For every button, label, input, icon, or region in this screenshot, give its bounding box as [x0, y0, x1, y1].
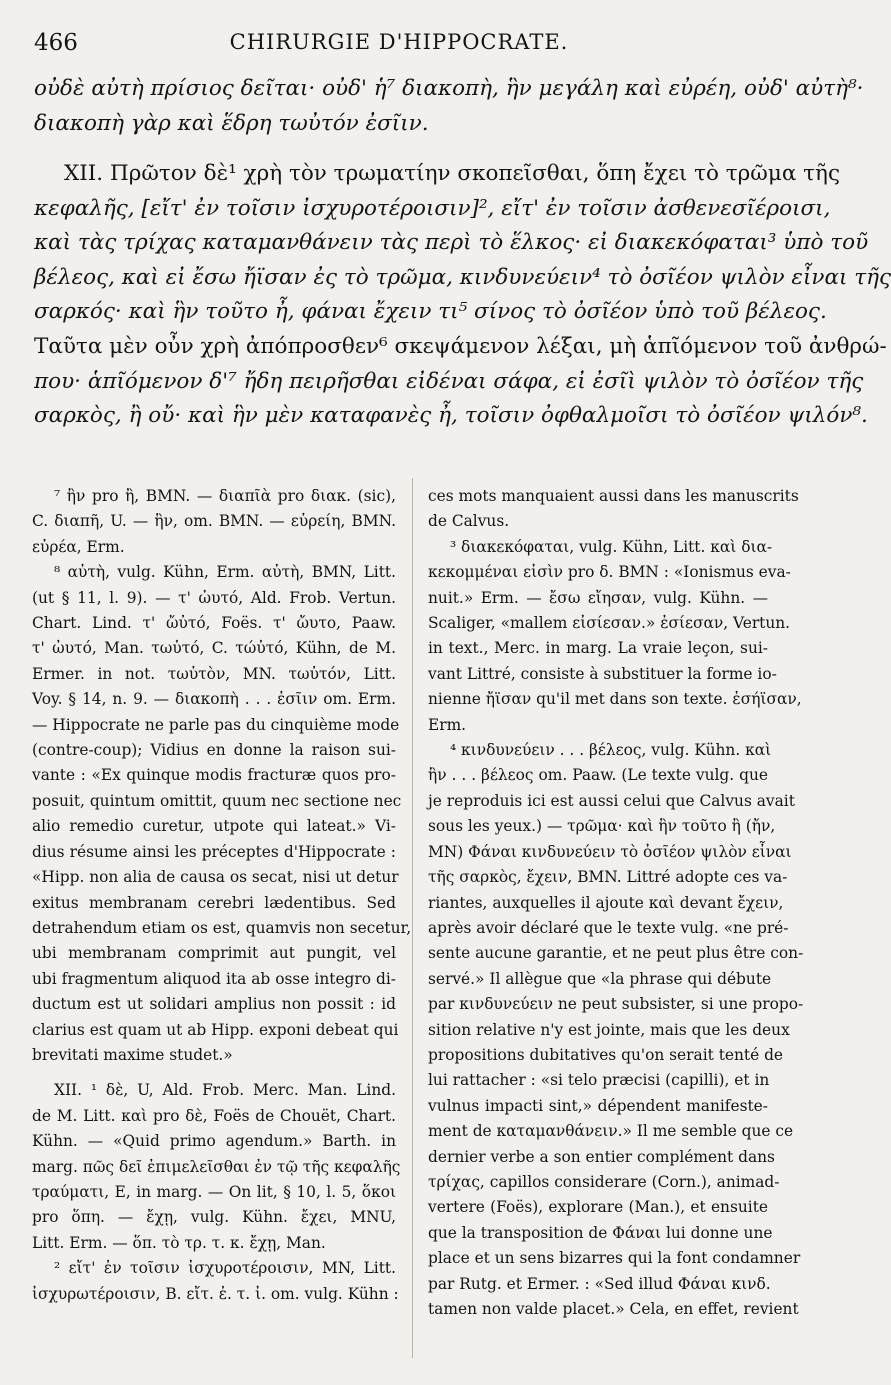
- footnote-line: clarius est quam ut ab Hipp. exponi debeat qui: [32, 1020, 399, 1039]
- footnote-line: de M. Litt. καὶ pro δὲ, Foës de Chouët, Chart.: [32, 1106, 396, 1125]
- footnotes-right-column: [428, 484, 804, 1322]
- footnote-line: par Rutg. et Ermer. : «Sed illud Φάναι κινδ.: [428, 1274, 771, 1293]
- footnote-line: ⁴ κινδυνεύειν . . . βέλεος, vulg. Kühn. καὶ: [450, 741, 772, 760]
- footnote-line: alio remedio curetur, utpote qui lateat.» Vi-: [32, 817, 396, 836]
- footnote-line: ³ διακεκόφαται, vulg. Kühn, Litt. καὶ δια-: [450, 537, 773, 556]
- footnote-line: (ut § 11, l. 9). — τ' ὠυτό, Ald. Frob. Vertun.: [32, 588, 396, 607]
- page-number: 466: [34, 30, 78, 56]
- footnote-line: Ermer. in not. τωὐτὸν, MN. τωὐτόν, Litt.: [32, 664, 396, 683]
- footnote-line: ces mots manquaient aussi dans les manuscrits: [428, 487, 799, 505]
- footnote-line: Erm.: [428, 715, 467, 734]
- footnote-line: ubi fragmentum aliquod ita ab osse integro di-: [32, 969, 396, 988]
- footnote-line: Kühn. — «Quid primo agendum.» Barth. in: [32, 1132, 396, 1151]
- footnote-line: ⁷ ἣν pro ἢ, BMN. — διαπῖὰ pro διακ. (sic),: [54, 487, 396, 505]
- footnote-line: vant Littré, consiste à substituer la forme io-: [428, 664, 777, 683]
- greek-text-section-xii: [34, 157, 891, 434]
- greek-line: που· ἁπῖόμενον δ'⁷ ἤδη πειρῆσθαι εἰδέναι σάφα, εἰ ἐσῖὶ ψιλὸν τὸ ὀσῖέον τῆς: [34, 368, 864, 394]
- footnote-line: pro ὅπη. — ἔχῃ, vulg. Kühn. ἔχει, MNU,: [32, 1208, 396, 1227]
- footnote-line: — Hippocrate ne parle pas du cinquième mode: [32, 715, 400, 734]
- footnote-line: Litt. Erm. — ὅπ. τὸ τρ. τ. κ. ἔχῃ, Man.: [32, 1233, 326, 1252]
- footnote-line: detrahendum etiam os est, quamvis non secetur,: [32, 918, 412, 937]
- footnote-line: ⁸ αὐτὴ, vulg. Kühn, Erm. αὐτὴ, BMN, Litt.: [54, 563, 396, 582]
- footnote-line: de Calvus.: [428, 512, 510, 531]
- footnote-line: «Hipp. non alia de causa os secat, nisi ut detur: [32, 868, 399, 887]
- footnote-line: in text., Merc. in marg. La vraie leçon, sui-: [428, 639, 768, 658]
- greek-line: βέλεος, καὶ εἰ ἔσω ἤϊσαν ἐς τὸ τρῶμα, κινδυνεύειν⁴ τὸ ὀσῖέον ψιλὸν εἶναι τῆς: [34, 264, 891, 290]
- footnote-line: sous les yeux.) — τρῶμα· καὶ ἣν τοῦτο ἢ (ἤν,: [428, 817, 776, 836]
- greek-line: σαρκός· καὶ ἣν τοῦτο ἦ, φάναι ἔχειν τι⁵ σίνος τὸ ὀσῖέον ὑπὸ τοῦ βέλεος.: [34, 299, 827, 325]
- greek-line: Ταῦτα μὲν οὖν χρὴ ἀπόπροσθεν⁶ σκεψάμενον λέξαι, μὴ ἁπῖόμενον τοῦ ἀνθρώ-: [34, 333, 887, 359]
- footnote-line: C. διαπῆ, U. — ἣν, om. BMN. — εὐρείη, BMN.: [32, 512, 396, 531]
- footnote-line: Scaliger, «mallem εἰσίεσαν.» ἐσίεσαν, Vertun.: [428, 614, 791, 633]
- footnote-line: ἣν . . . βέλεος om. Paaw. (Le texte vulg. que: [428, 766, 768, 785]
- running-title: CHIRURGIE D'HIPPOCRATE.: [229, 30, 569, 54]
- footnote-line: dius résume ainsi les préceptes d'Hippocrate :: [32, 842, 396, 861]
- footnote-line: nienne ἤϊσαν qu'il met dans son texte. ἐσήϊσαν,: [428, 690, 802, 709]
- footnotes-left-column: [32, 484, 412, 1307]
- footnote-line: τρίχας, capillos considerare (Corn.), animad-: [428, 1172, 780, 1191]
- page-header: [34, 30, 764, 64]
- footnote-line: riantes, auxquelles il ajoute καὶ devant ἔχειν,: [428, 893, 784, 912]
- footnote-line: nuit.» Erm. — ἔσω εἴησαν, vulg. Kühn. —: [428, 588, 768, 607]
- footnote-line: par κινδυνεύειν ne peut subsister, si une propo-: [428, 995, 804, 1014]
- footnote-line: que la transposition de Φάναι lui donne une: [428, 1223, 773, 1242]
- greek-line: διακοπὴ γὰρ καὶ ἕδρη τωὐτόν ἐσῖιν.: [34, 110, 429, 136]
- footnote-line: exitus membranam cerebri lædentibus. Sed: [32, 893, 396, 912]
- footnote-line: κεκομμέναι εἰσὶν pro δ. BMN : «Ionismus eva-: [428, 563, 791, 582]
- footnote-line: ductum est ut solidari amplius non possit : id: [32, 995, 396, 1014]
- footnote-line: (contre-coup); Vidius en donne la raison sui-: [32, 741, 396, 760]
- column-divider: [412, 478, 413, 1358]
- greek-line: XII. Πρῶτον δὲ¹ χρὴ τὸν τρωματίην σκοπεῖσθαι, ὅπη ἔχει τὸ τρῶμα τῆς: [64, 161, 840, 186]
- footnote-line: τ' ὠυτό, Man. τωὐτό, C. τώὐτό, Kühn, de M.: [32, 639, 396, 658]
- footnote-line: place et un sens bizarres qui la font condamner: [428, 1249, 801, 1268]
- footnote-line: je reproduis ici est aussi celui que Calvus avait: [428, 791, 795, 810]
- footnote-line: brevitati maxime studet.»: [32, 1045, 233, 1064]
- footnote-line: dernier verbe a son entier complément dans: [428, 1147, 775, 1166]
- footnote-line: vulnus impacti sint,» dépendent manifeste-: [428, 1096, 768, 1115]
- footnote-line: XII. ¹ δὲ, U, Ald. Frob. Merc. Man. Lind.: [54, 1081, 396, 1100]
- footnote-line: propositions dubitatives qu'on serait tenté de: [428, 1045, 784, 1064]
- footnote-line: εὐρέα, Erm.: [32, 537, 125, 556]
- footnote-line: vertere (Foës), explorare (Man.), et ensuite: [428, 1198, 768, 1217]
- footnote-line: sente aucune garantie, et ne peut plus être con-: [428, 944, 804, 963]
- footnote-line: posuit, quintum omittit, quum nec sectione nec: [32, 791, 402, 810]
- footnote-line: après avoir déclaré que le texte vulg. «ne pré-: [428, 918, 789, 937]
- footnote-line: Chart. Lind. τ' ὤὐτό, Foës. τ' ὤυτο, Paaw.: [32, 614, 396, 633]
- footnote-line: ² εἴτ' ἐν τοῖσιν ἰσχυροτέροισιν, MN, Litt.: [54, 1259, 396, 1278]
- footnote-line: τῆς σαρκὸς, ἔχειν, BMN. Littré adopte ces va-: [428, 868, 788, 887]
- footnote-line: vante : «Ex quinque modis fracturæ quos pro-: [32, 766, 396, 785]
- footnote-line: ἰσχυρωτέροισιν, B. εἴτ. ἐ. τ. ἰ. om. vulg. Kühn :: [32, 1284, 399, 1303]
- footnote-line: marg. πῶς δεῖ ἐπιμελεῖσθαι ἐν τῷ τῆς κεφαλῆς: [32, 1157, 401, 1176]
- footnote-line: sition relative n'y est jointe, mais que les deux: [428, 1020, 790, 1039]
- greek-line: οὐδὲ αὐτὴ πρίσιος δεῖται· οὐδ' ἡ⁷ διακοπὴ, ἣν μεγάλη καὶ εὐρέη, οὐδ' αὐτὴ⁸·: [34, 76, 864, 101]
- greek-line: σαρκὸς, ἢ οὔ· καὶ ἣν μὲν καταφανὲς ἦ, τοῖσιν ὀφθαλμοῖσι τὸ ὀσῖέον ψιλόν⁸.: [34, 403, 868, 429]
- greek-line: καὶ τὰς τρίχας καταμανθάνειν τὰς περὶ τὸ ἕλκος· εἰ διακεκόφαται³ ὑπὸ τοῦ: [34, 230, 869, 256]
- footnote-line: servé.» Il allègue que «la phrase qui débute: [428, 969, 772, 988]
- footnote-line: τραύματι, E, in marg. — On lit, § 10, l. 5, ὅκοι: [32, 1182, 396, 1201]
- footnote-line: ubi membranam comprimit aut pungit, vel: [32, 944, 396, 963]
- footnote-line: ment de καταμανθάνειν.» Il me semble que ce: [428, 1122, 794, 1141]
- footnote-line: Voy. § 14, n. 9. — διακοπὴ . . . ἐσῖιν om. Erm.: [32, 690, 396, 709]
- greek-text-top: [34, 72, 864, 141]
- greek-line: κεφαλῆς, [εἴτ' ἐν τοῖσιν ἰσχυροτέροισιν]², εἴτ' ἐν τοῖσιν ἀσθενεσῖέροισι,: [34, 195, 831, 221]
- footnote-line: tamen non valde placet.» Cela, en effet, revient: [428, 1300, 799, 1318]
- footnote-line: MN) Φάναι κινδυνεύειν τὸ ὀσῖέον ψιλὸν εἶναι: [428, 842, 792, 861]
- footnote-line: lui rattacher : «si telo præcisi (capilli), et in: [428, 1071, 770, 1090]
